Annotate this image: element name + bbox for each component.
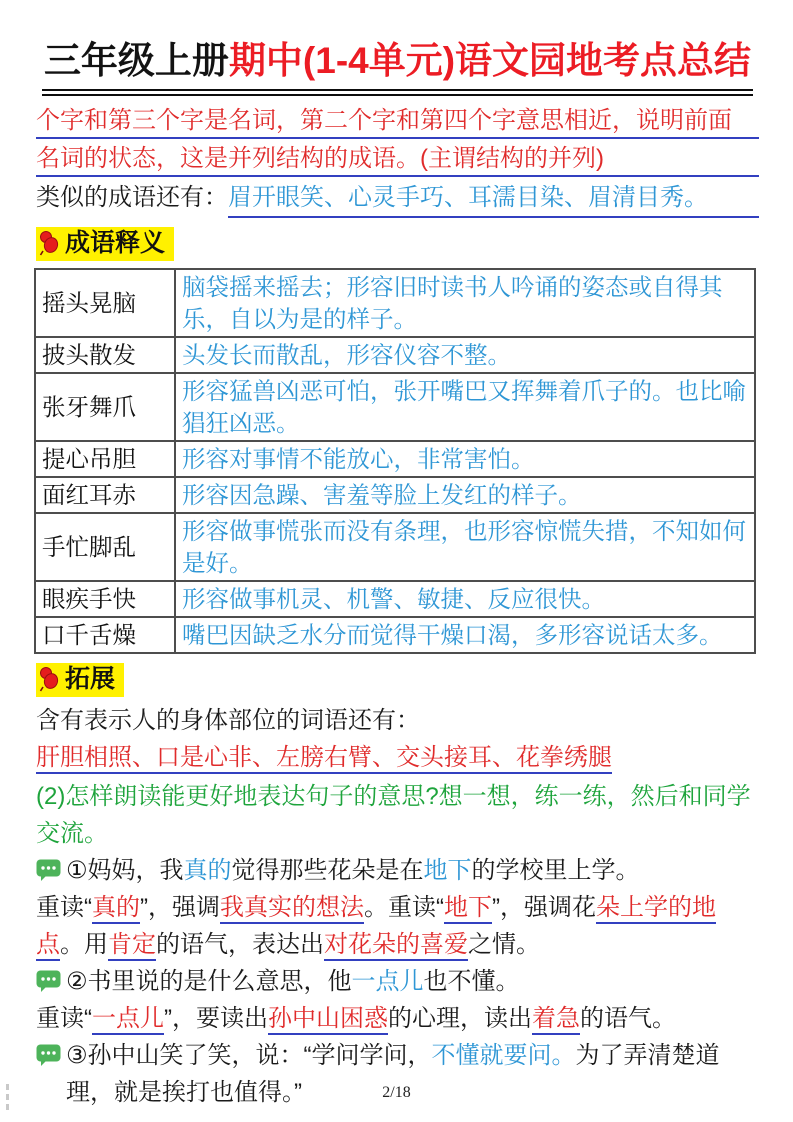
dialogue-3-text: ③孙中山笑了笑，说：“学问学问，不懂就要问。为了弄清楚道理，就是挨打也值得。”: [66, 1041, 720, 1106]
page-number: 2/18: [382, 1084, 411, 1101]
idiom-definitions-table: [34, 268, 756, 654]
idiom-term-cell: 提心吊胆: [35, 441, 175, 477]
idiom-term-cell: 披头散发: [35, 337, 175, 373]
idiom-term-cell: 摇头晃脑: [35, 269, 175, 337]
reading-question: (2)怎样朗读能更好地表达句子的意思?想一想，练一练，然后和同学交流。: [36, 782, 751, 847]
body-parts-idioms-line: [36, 739, 759, 776]
body-parts-label: 含有表示人的身体部位的词语还有：: [36, 706, 420, 734]
idiom-definition-cell: 形容猛兽凶恶可怕，张开嘴巴又挥舞着爪子的。也比喻猖狂凶恶。: [175, 373, 755, 441]
analysis-2-text: 重读“一点儿”，要读出孙中山困惑的心理，读出着急的语气。: [36, 1000, 759, 1037]
title-wrap: [36, 36, 759, 96]
idiom-section-header: [36, 227, 174, 261]
idiom-definition-cell: 形容对事情不能放心，非常害怕。: [175, 441, 755, 477]
dialogue-2-text: ②书里说的是什么意思，他一点儿也不懂。: [66, 967, 520, 995]
idiom-definition-cell: 形容做事机灵、机警、敏捷、反应很快。: [175, 581, 755, 617]
similar-idioms-row: [36, 180, 759, 218]
dialogue-sentence-2: [36, 963, 759, 1000]
idiom-term-cell: 口千舌燥: [35, 617, 175, 653]
page-title: [42, 36, 753, 96]
speech-bubble-icon: [36, 859, 61, 881]
pushpin-icon: [39, 666, 60, 692]
idiom-term-cell: 手忙脚乱: [35, 513, 175, 581]
title-exam-part: 期中(1-4单元)语文园地考点总结: [228, 40, 752, 81]
table-row: [35, 581, 755, 617]
intro-line-2: 名词的状态，这是并列结构的成语。(主谓结构的并列): [36, 142, 759, 177]
scan-artifact-mark: [6, 1084, 9, 1110]
expand-section-header: [36, 663, 124, 697]
idiom-term-cell: 眼疾手快: [35, 581, 175, 617]
table-row: [35, 269, 755, 337]
table-row: [35, 513, 755, 581]
table-row: [35, 373, 755, 441]
analysis-1-text: 重读“真的”，强调我真实的想法。重读“地下”，强调花朵上学的地点。用肯定的语气，表达出对花朵的喜爱之情。: [36, 889, 759, 963]
table-row: [35, 441, 755, 477]
expand-section-header-row: [36, 658, 759, 702]
idiom-section-header-row: [36, 222, 759, 266]
speech-bubble-icon: [36, 970, 61, 992]
idiom-definition-cell: 头发长而散乱，形容仪容不整。: [175, 337, 755, 373]
idiom-term-cell: 张牙舞爪: [35, 373, 175, 441]
idiom-definition-cell: 脑袋摇来摇去；形容旧时读书人吟诵的姿态或自得其乐，自以为是的样子。: [175, 269, 755, 337]
table-row: [35, 617, 755, 653]
speech-bubble-icon: [36, 1044, 61, 1066]
idiom-definition-cell: 嘴巴因缺乏水分而觉得干燥口渴，多形容说话太多。: [175, 617, 755, 653]
intro-line-1: 个字和第三个字是名词，第二个字和第四个字意思相近，说明前面: [36, 104, 759, 139]
body-parts-idioms: 肝胆相照、口是心非、左膀右臂、交头接耳、花拳绣腿: [36, 744, 612, 774]
idiom-definition-cell: 形容因急躁、害羞等脸上发红的样子。: [175, 477, 755, 513]
title-grade-part: 三年级上册: [43, 40, 229, 81]
idiom-term-cell: 面红耳赤: [35, 477, 175, 513]
table-row: [35, 477, 755, 513]
idiom-section-title: 成语释义: [65, 228, 166, 257]
similar-idioms-label: 类似的成语还有：: [36, 183, 228, 211]
dialogue-1-text: ①妈妈，我真的觉得那些花朵是在地下的学校里上学。: [66, 856, 640, 884]
pushpin-icon: [39, 230, 60, 256]
idiom-definition-cell: 形容做事慌张而没有条理，也形容惊慌失措，不知如何是好。: [175, 513, 755, 581]
table-row: [35, 337, 755, 373]
expand-section-title: 拓展: [65, 664, 116, 693]
dialogue-sentence-1: [36, 852, 759, 889]
similar-idioms-list: 眉开眼笑、心灵手巧、耳濡目染、眉清目秀。: [228, 180, 759, 218]
